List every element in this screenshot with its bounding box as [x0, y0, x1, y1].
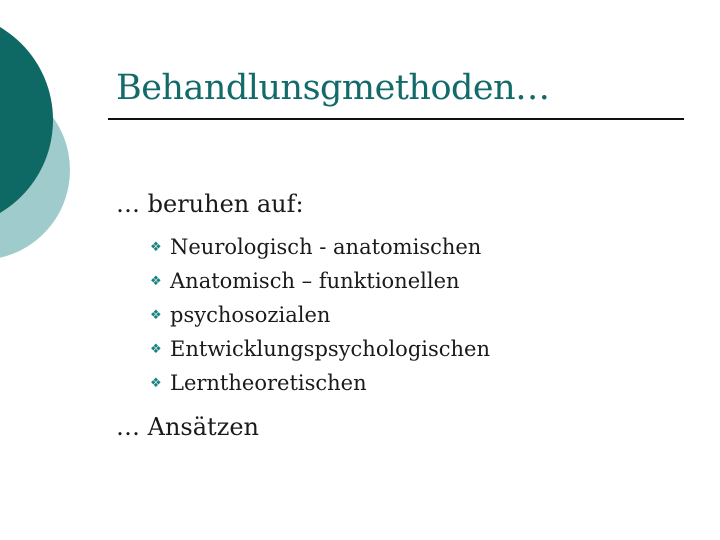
outro-text: … Ansätzen — [116, 413, 259, 441]
bullet-label: Neurologisch - anatomischen — [170, 235, 482, 259]
diamond-bullet-icon: ❖ — [150, 239, 162, 255]
bullet-label: Entwicklungspsychologischen — [170, 337, 491, 361]
diamond-bullet-icon: ❖ — [150, 375, 162, 391]
bullet-item — [150, 264, 490, 298]
bullet-label: Lerntheoretischen — [170, 371, 367, 395]
bullet-item — [150, 332, 490, 366]
diamond-bullet-icon: ❖ — [150, 341, 162, 357]
bullet-list — [150, 230, 490, 400]
slide-title: Behandlunsgmethoden… — [116, 68, 550, 108]
intro-text: … beruhen auf: — [116, 190, 304, 218]
bullet-label: psychosozialen — [170, 303, 331, 327]
diamond-bullet-icon: ❖ — [150, 273, 162, 289]
bullet-item — [150, 366, 490, 400]
diamond-bullet-icon: ❖ — [150, 307, 162, 323]
bullet-label: Anatomisch – funktionellen — [170, 269, 460, 293]
decorative-circles — [0, 0, 120, 300]
bullet-item — [150, 230, 490, 264]
title-underline — [108, 118, 684, 120]
bullet-item — [150, 298, 490, 332]
